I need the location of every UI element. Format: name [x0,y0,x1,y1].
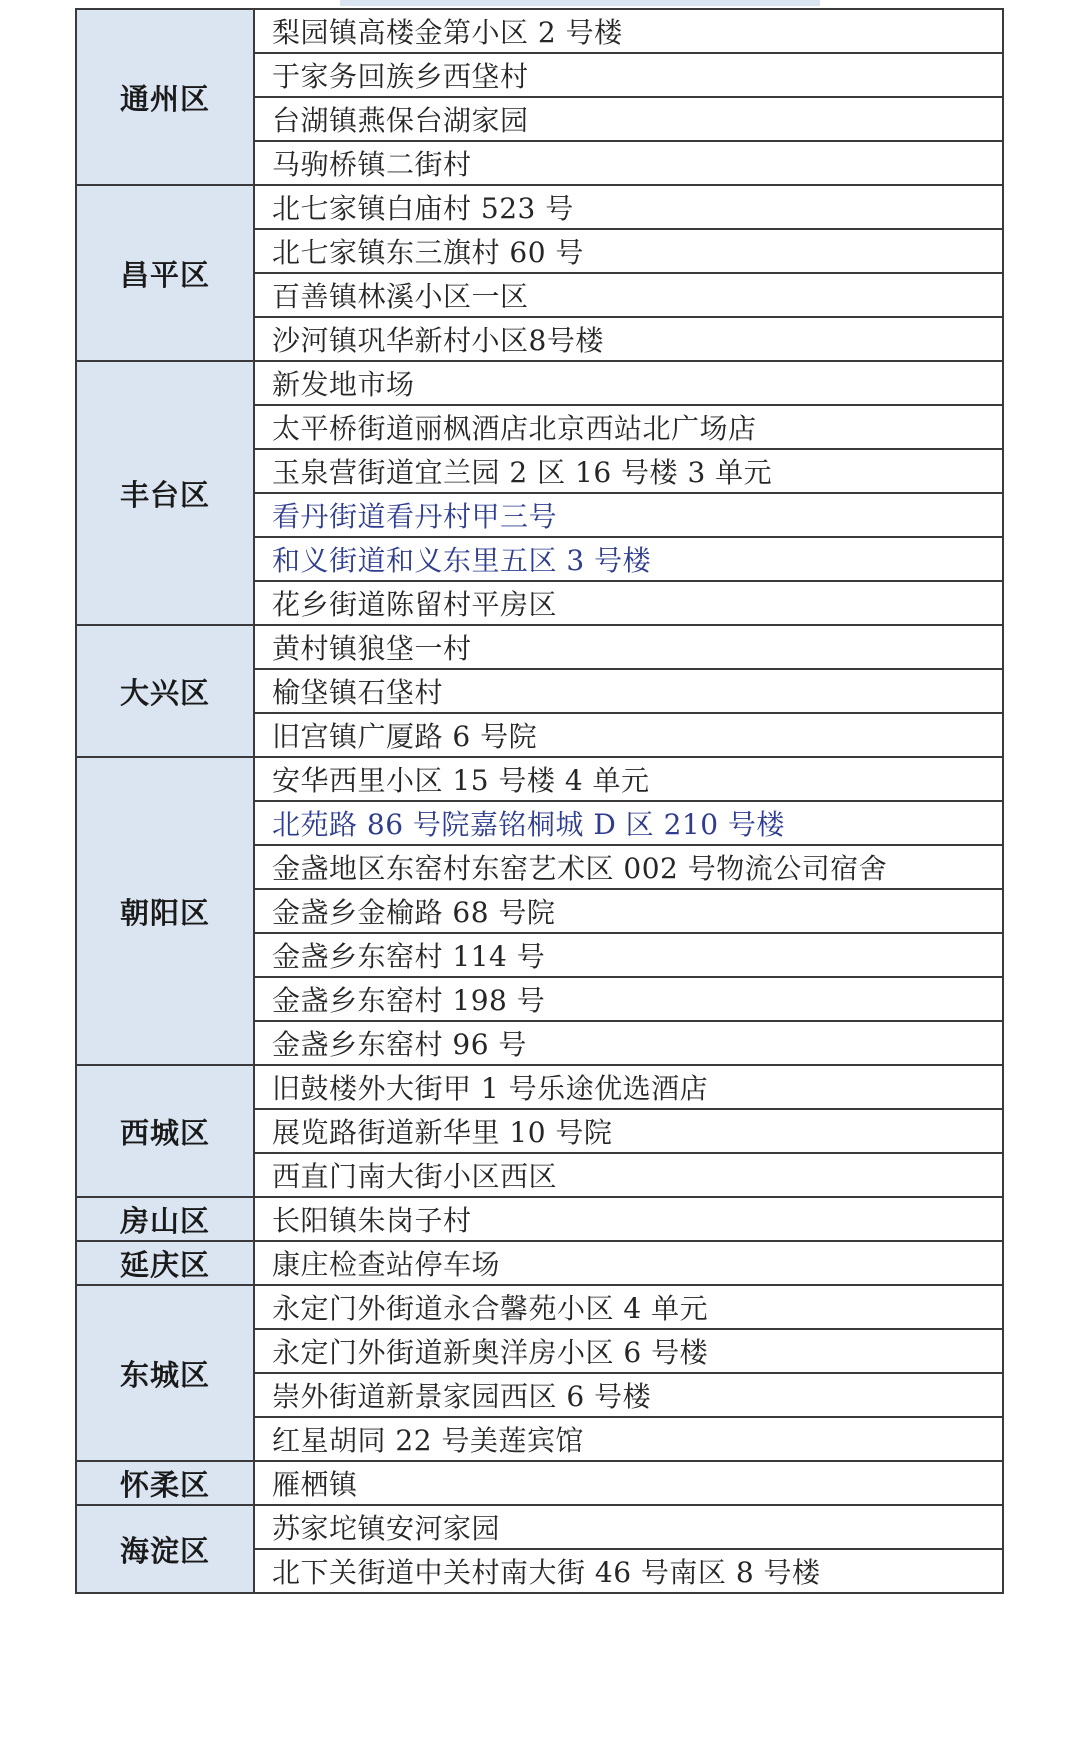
location-cell: 金盏乡东窑村 96 号 [254,1021,1003,1065]
district-cell: 东城区 [76,1285,254,1461]
location-cell: 金盏乡东窑村 114 号 [254,933,1003,977]
location-cell: 西直门南大街小区西区 [254,1153,1003,1197]
location-cell: 百善镇林溪小区一区 [254,273,1003,317]
location-cell: 太平桥街道丽枫酒店北京西站北广场店 [254,405,1003,449]
location-cell: 金盏乡东窑村 198 号 [254,977,1003,1021]
district-cell: 通州区 [76,9,254,185]
location-cell: 北七家镇东三旗村 60 号 [254,229,1003,273]
location-cell: 安华西里小区 15 号楼 4 单元 [254,757,1003,801]
location-cell: 金盏地区东窑村东窑艺术区 002 号物流公司宿舍 [254,845,1003,889]
location-cell: 旧鼓楼外大街甲 1 号乐途优选酒店 [254,1065,1003,1109]
location-cell: 新发地市场 [254,361,1003,405]
table-row [76,1505,1003,1549]
location-cell: 红星胡同 22 号美莲宾馆 [254,1417,1003,1461]
table-row [76,625,1003,669]
district-cell: 丰台区 [76,361,254,625]
table-row [76,185,1003,229]
table-row [76,1241,1003,1285]
location-cell: 长阳镇朱岗子村 [254,1197,1003,1241]
location-cell: 雁栖镇 [254,1461,1003,1505]
table-row [76,361,1003,405]
location-cell: 榆垡镇石垡村 [254,669,1003,713]
location-cell: 金盏乡金榆路 68 号院 [254,889,1003,933]
location-cell: 康庄检查站停车场 [254,1241,1003,1285]
district-cell: 怀柔区 [76,1461,254,1505]
table-row [76,1285,1003,1329]
location-table-body [76,9,1003,1593]
table-row [76,9,1003,53]
district-cell: 昌平区 [76,185,254,361]
location-cell: 苏家坨镇安河家园 [254,1505,1003,1549]
location-cell: 北七家镇白庙村 523 号 [254,185,1003,229]
table-row [76,1065,1003,1109]
district-cell: 大兴区 [76,625,254,757]
location-cell: 崇外街道新景家园西区 6 号楼 [254,1373,1003,1417]
location-cell: 和义街道和义东里五区 3 号楼 [254,537,1003,581]
table-row [76,1197,1003,1241]
location-cell: 展览路街道新华里 10 号院 [254,1109,1003,1153]
district-cell: 房山区 [76,1197,254,1241]
location-cell: 北下关街道中关村南大街 46 号南区 8 号楼 [254,1549,1003,1593]
location-cell: 北苑路 86 号院嘉铭桐城 D 区 210 号楼 [254,801,1003,845]
location-cell: 于家务回族乡西垡村 [254,53,1003,97]
location-table [75,8,1004,1594]
location-cell: 旧宫镇广厦路 6 号院 [254,713,1003,757]
location-cell: 马驹桥镇二街村 [254,141,1003,185]
location-cell: 梨园镇高楼金第小区 2 号楼 [254,9,1003,53]
location-cell: 台湖镇燕保台湖家园 [254,97,1003,141]
location-cell: 看丹街道看丹村甲三号 [254,493,1003,537]
table-row [76,757,1003,801]
district-cell: 朝阳区 [76,757,254,1065]
district-cell: 海淀区 [76,1505,254,1593]
location-cell: 永定门外街道永合馨苑小区 4 单元 [254,1285,1003,1329]
location-cell: 沙河镇巩华新村小区8号楼 [254,317,1003,361]
district-cell: 延庆区 [76,1241,254,1285]
table-row [76,1461,1003,1505]
location-cell: 玉泉营街道宜兰园 2 区 16 号楼 3 单元 [254,449,1003,493]
location-cell: 花乡街道陈留村平房区 [254,581,1003,625]
location-cell: 黄村镇狼垡一村 [254,625,1003,669]
location-cell: 永定门外街道新奥洋房小区 6 号楼 [254,1329,1003,1373]
district-cell: 西城区 [76,1065,254,1197]
top-decoration-strip [340,0,820,6]
